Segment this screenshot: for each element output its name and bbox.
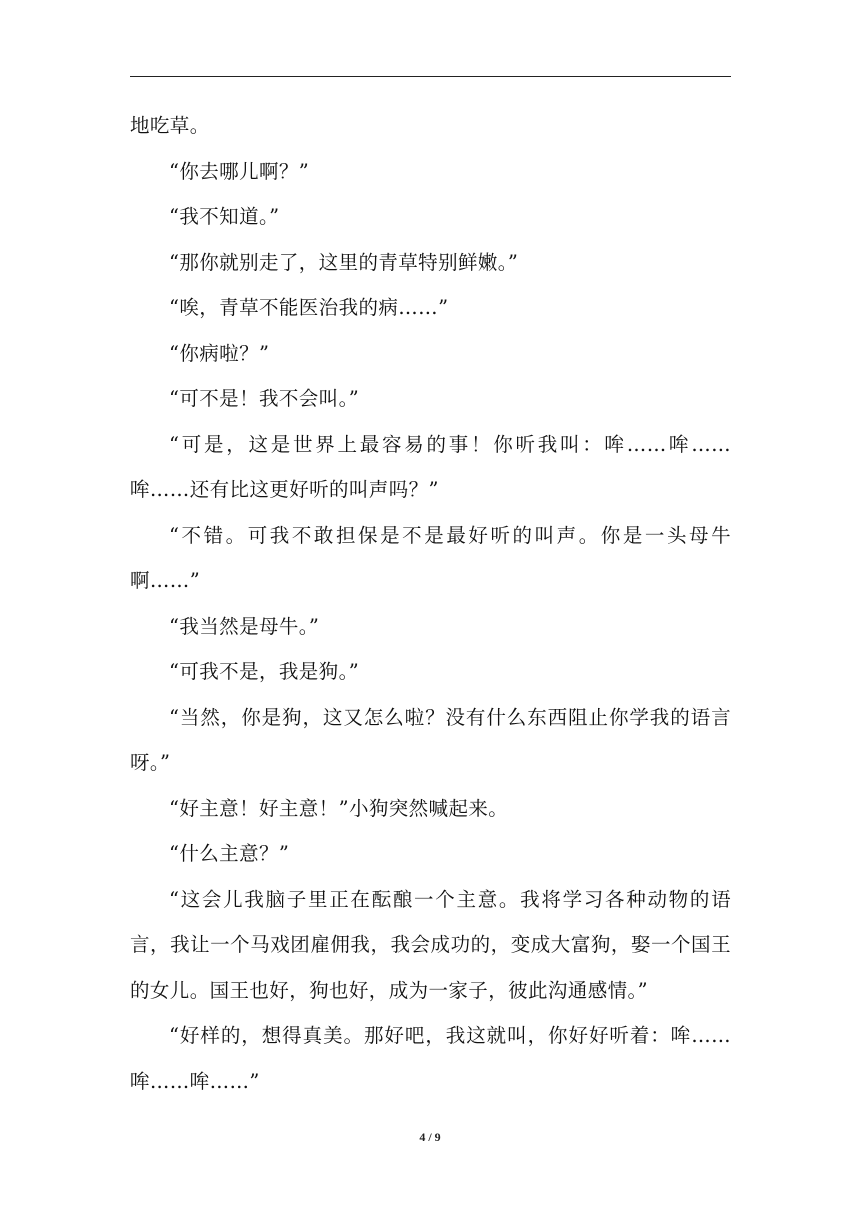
paragraph: “可是，这是世界上最容易的事！你听我叫：哞……哞……哞……还有比这更好听的叫声吗？” (130, 432, 731, 501)
paragraph: “唉，青草不能医治我的病……” (169, 296, 449, 319)
paragraph: “你病啦？” (169, 341, 270, 365)
paragraph: “可不是！我不会叫。” (169, 387, 360, 410)
paragraph: “好主意！好主意！”小狗突然喊起来。 (169, 796, 509, 820)
header-rule (130, 76, 731, 77)
paragraph: 地吃草。 (130, 114, 210, 137)
paragraph: “什么主意？” (169, 842, 290, 865)
paragraph: “不错。可我不敢担保是不是最好听的叫声。你是一头母牛啊……” (130, 523, 731, 592)
body-text (130, 103, 731, 1104)
paragraph: “你去哪儿啊？” (169, 159, 310, 183)
paragraph: “可我不是，我是狗。” (169, 660, 360, 683)
paragraph: “这会儿我脑子里正在酝酿一个主意。我将学习各种动物的语言，我让一个马戏团雇佣我，我会成功的，变成大富狗，娶一个国王的女儿。国王也好，狗也好，成为一家子，彼此沟通感情。” (130, 887, 731, 1002)
paragraph: “好样的，想得真美。那好吧，我这就叫，你好好听着：哞……哞……哞……” (130, 1024, 731, 1093)
paragraph: “我当然是母牛。” (169, 614, 320, 638)
paragraph: “我不知道。” (169, 205, 280, 228)
paragraph: “当然，你是狗，这又怎么啦？没有什么东西阻止你学我的语言呀。” (130, 705, 731, 774)
page-number: 4 / 9 (419, 1130, 441, 1144)
paragraph: “那你就别走了，这里的青草特别鲜嫩。” (169, 250, 519, 274)
